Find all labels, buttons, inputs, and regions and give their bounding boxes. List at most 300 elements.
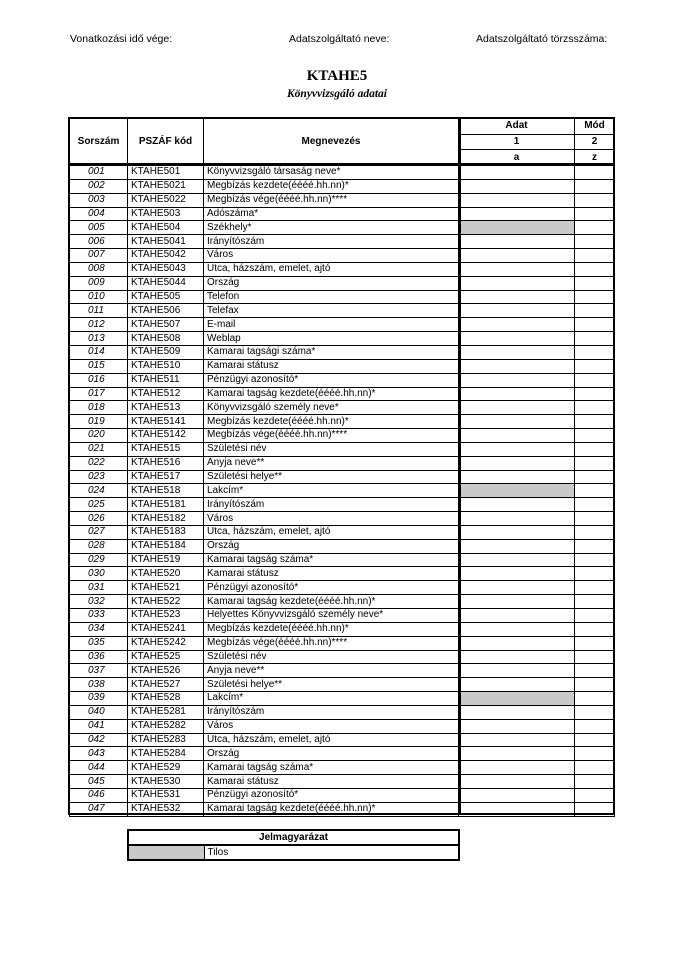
row-mod-cell[interactable]	[575, 761, 615, 775]
row-number: 010	[70, 290, 128, 304]
legend-table	[127, 829, 460, 861]
col-header-pszaf: PSZÁF kód	[128, 119, 204, 166]
row-number: 014	[70, 345, 128, 359]
row-megnevezes: Születési helye**	[204, 470, 459, 484]
row-adat-cell[interactable]	[459, 567, 575, 581]
row-adat-cell[interactable]	[459, 304, 575, 318]
row-megnevezes: Város	[204, 719, 459, 733]
row-pszaf-code: KTAHE520	[128, 567, 204, 581]
row-mod-cell[interactable]	[575, 249, 615, 263]
table-row	[70, 498, 615, 512]
row-mod-cell[interactable]	[575, 747, 615, 761]
row-mod-cell[interactable]	[575, 664, 615, 678]
row-number: 023	[70, 470, 128, 484]
row-adat-cell[interactable]	[459, 429, 575, 443]
row-pszaf-code: KTAHE511	[128, 373, 204, 387]
table-row	[70, 733, 615, 747]
row-adat-cell[interactable]	[459, 470, 575, 484]
row-adat-cell[interactable]	[459, 609, 575, 623]
row-megnevezes: Könyvvizsgáló személy neve*	[204, 401, 459, 415]
table-row	[70, 636, 615, 650]
row-megnevezes: Telefon	[204, 290, 459, 304]
table-row	[70, 539, 615, 553]
row-number: 007	[70, 249, 128, 263]
legend-title: Jelmagyarázat	[128, 830, 459, 845]
row-pszaf-code: KTAHE513	[128, 401, 204, 415]
row-number: 025	[70, 498, 128, 512]
row-mod-cell[interactable]	[575, 678, 615, 692]
row-pszaf-code: KTAHE503	[128, 207, 204, 221]
row-mod-cell[interactable]	[575, 484, 615, 498]
row-adat-cell[interactable]	[459, 498, 575, 512]
row-mod-cell[interactable]	[575, 235, 615, 249]
table-row	[70, 788, 615, 802]
row-megnevezes: E-mail	[204, 318, 459, 332]
row-adat-cell[interactable]	[459, 650, 575, 664]
row-pszaf-code: KTAHE529	[128, 761, 204, 775]
row-mod-cell[interactable]	[575, 719, 615, 733]
row-pszaf-code: KTAHE5141	[128, 415, 204, 429]
table-row	[70, 276, 615, 290]
table-row	[70, 595, 615, 609]
row-adat-cell[interactable]	[459, 262, 575, 276]
row-number: 015	[70, 359, 128, 373]
row-adat-cell[interactable]	[459, 290, 575, 304]
row-adat-cell[interactable]	[459, 553, 575, 567]
table-row	[70, 290, 615, 304]
row-megnevezes: Kamarai tagság kezdete(éééé.hh.nn)*	[204, 595, 459, 609]
row-adat-cell[interactable]	[459, 733, 575, 747]
row-megnevezes: Utca, házszám, emelet, ajtó	[204, 733, 459, 747]
row-adat-cell[interactable]	[459, 692, 575, 706]
row-pszaf-code: KTAHE518	[128, 484, 204, 498]
row-number: 042	[70, 733, 128, 747]
table-row	[70, 332, 615, 346]
row-megnevezes: Lakcím*	[204, 484, 459, 498]
row-mod-cell[interactable]	[575, 636, 615, 650]
row-mod-cell[interactable]	[575, 304, 615, 318]
row-number: 036	[70, 650, 128, 664]
row-mod-cell[interactable]	[575, 318, 615, 332]
row-adat-cell[interactable]	[459, 484, 575, 498]
row-adat-cell[interactable]	[459, 802, 575, 816]
row-mod-cell[interactable]	[575, 456, 615, 470]
row-mod-cell[interactable]	[575, 622, 615, 636]
row-adat-cell[interactable]	[459, 442, 575, 456]
row-megnevezes: Weblap	[204, 332, 459, 346]
row-mod-cell[interactable]	[575, 387, 615, 401]
row-megnevezes: Kamarai tagság kezdete(éééé.hh.nn)*	[204, 802, 459, 816]
row-megnevezes: Város	[204, 512, 459, 526]
row-pszaf-code: KTAHE5181	[128, 498, 204, 512]
row-pszaf-code: KTAHE5184	[128, 539, 204, 553]
row-number: 008	[70, 262, 128, 276]
row-adat-cell[interactable]	[459, 318, 575, 332]
row-adat-cell[interactable]	[459, 539, 575, 553]
row-adat-cell[interactable]	[459, 664, 575, 678]
row-megnevezes: Kamarai státusz	[204, 775, 459, 789]
row-number: 006	[70, 235, 128, 249]
row-adat-cell[interactable]	[459, 207, 575, 221]
row-mod-cell[interactable]	[575, 609, 615, 623]
col-header-sorszam: Sorszám	[70, 119, 128, 166]
table-row	[70, 761, 615, 775]
row-megnevezes: Megbízás vége(éééé.hh.nn)****	[204, 636, 459, 650]
row-mod-cell[interactable]	[575, 567, 615, 581]
row-pszaf-code: KTAHE521	[128, 581, 204, 595]
row-number: 038	[70, 678, 128, 692]
row-mod-cell[interactable]	[575, 429, 615, 443]
row-megnevezes: Könyvvizsgáló társaság neve*	[204, 166, 459, 180]
legend-label-tilos: Tilos	[204, 845, 459, 860]
table-row	[70, 373, 615, 387]
col-num-adat: 1	[459, 134, 575, 150]
row-number: 024	[70, 484, 128, 498]
row-number: 028	[70, 539, 128, 553]
row-mod-cell[interactable]	[575, 733, 615, 747]
row-pszaf-code: KTAHE5242	[128, 636, 204, 650]
row-pszaf-code: KTAHE5041	[128, 235, 204, 249]
row-number: 022	[70, 456, 128, 470]
row-adat-cell[interactable]	[459, 747, 575, 761]
table-row	[70, 207, 615, 221]
row-number: 037	[70, 664, 128, 678]
row-adat-cell[interactable]	[459, 249, 575, 263]
row-number: 039	[70, 692, 128, 706]
row-number: 026	[70, 512, 128, 526]
row-megnevezes: Kamarai státusz	[204, 567, 459, 581]
row-pszaf-code: KTAHE519	[128, 553, 204, 567]
row-adat-cell[interactable]	[459, 359, 575, 373]
col-header-megnevezes: Megnevezés	[204, 119, 459, 166]
row-megnevezes: Pénzügyi azonosító*	[204, 581, 459, 595]
row-megnevezes: Megbízás kezdete(éééé.hh.nn)*	[204, 622, 459, 636]
table-row	[70, 262, 615, 276]
row-megnevezes: Pénzügyi azonosító*	[204, 373, 459, 387]
row-number: 009	[70, 276, 128, 290]
row-megnevezes: Kamarai státusz	[204, 359, 459, 373]
row-megnevezes: Ország	[204, 747, 459, 761]
row-megnevezes: Anyja neve**	[204, 664, 459, 678]
row-megnevezes: Kamarai tagság száma*	[204, 553, 459, 567]
row-mod-cell[interactable]	[575, 193, 615, 207]
table-row	[70, 456, 615, 470]
row-adat-cell[interactable]	[459, 581, 575, 595]
form-title: KTAHE5	[306, 68, 368, 84]
row-megnevezes: Utca, házszám, emelet, ajtó	[204, 525, 459, 539]
row-adat-cell[interactable]	[459, 235, 575, 249]
period-end-label: Vonatkozási idő vége:	[70, 33, 173, 45]
row-number: 033	[70, 609, 128, 623]
row-pszaf-code: KTAHE515	[128, 442, 204, 456]
row-pszaf-code: KTAHE5183	[128, 525, 204, 539]
row-adat-cell[interactable]	[459, 221, 575, 235]
row-pszaf-code: KTAHE5281	[128, 705, 204, 719]
table-row	[70, 650, 615, 664]
col-header-mod: Mód	[575, 119, 615, 135]
row-adat-cell[interactable]	[459, 512, 575, 526]
row-megnevezes: Lakcím*	[204, 692, 459, 706]
row-mod-cell[interactable]	[575, 581, 615, 595]
table-row	[70, 484, 615, 498]
row-number: 043	[70, 747, 128, 761]
table-row	[70, 567, 615, 581]
table-row	[70, 401, 615, 415]
row-adat-cell[interactable]	[459, 401, 575, 415]
row-mod-cell[interactable]	[575, 775, 615, 789]
row-mod-cell[interactable]	[575, 221, 615, 235]
row-pszaf-code: KTAHE5282	[128, 719, 204, 733]
row-mod-cell[interactable]	[575, 650, 615, 664]
row-pszaf-code: KTAHE506	[128, 304, 204, 318]
row-pszaf-code: KTAHE5044	[128, 276, 204, 290]
table-row	[70, 664, 615, 678]
row-megnevezes: Város	[204, 249, 459, 263]
table-row	[70, 719, 615, 733]
row-mod-cell[interactable]	[575, 179, 615, 193]
row-mod-cell[interactable]	[575, 262, 615, 276]
row-mod-cell[interactable]	[575, 595, 615, 609]
row-pszaf-code: KTAHE5021	[128, 179, 204, 193]
row-pszaf-code: KTAHE509	[128, 345, 204, 359]
row-adat-cell[interactable]	[459, 179, 575, 193]
table-row	[70, 609, 615, 623]
row-number: 017	[70, 387, 128, 401]
table-row	[70, 802, 615, 816]
table-row	[70, 318, 615, 332]
row-pszaf-code: KTAHE5182	[128, 512, 204, 526]
row-mod-cell[interactable]	[575, 512, 615, 526]
row-megnevezes: Kamarai tagság kezdete(éééé.hh.nn)*	[204, 387, 459, 401]
row-megnevezes: Utca, házszám, emelet, ajtó	[204, 262, 459, 276]
row-pszaf-code: KTAHE507	[128, 318, 204, 332]
row-adat-cell[interactable]	[459, 622, 575, 636]
row-number: 013	[70, 332, 128, 346]
row-mod-cell[interactable]	[575, 802, 615, 816]
row-adat-cell[interactable]	[459, 387, 575, 401]
row-adat-cell[interactable]	[459, 525, 575, 539]
table-row	[70, 470, 615, 484]
row-pszaf-code: KTAHE5142	[128, 429, 204, 443]
row-number: 027	[70, 525, 128, 539]
table-row	[70, 553, 615, 567]
table-row	[70, 512, 615, 526]
row-mod-cell[interactable]	[575, 401, 615, 415]
row-number: 018	[70, 401, 128, 415]
row-pszaf-code: KTAHE517	[128, 470, 204, 484]
row-number: 003	[70, 193, 128, 207]
row-megnevezes: Telefax	[204, 304, 459, 318]
row-number: 019	[70, 415, 128, 429]
col-letter-mod: z	[575, 150, 615, 166]
table-row	[70, 221, 615, 235]
row-pszaf-code: KTAHE501	[128, 166, 204, 180]
row-megnevezes: Székhely*	[204, 221, 459, 235]
form-subtitle: Könyvvizsgáló adatai	[287, 88, 387, 100]
row-pszaf-code: KTAHE523	[128, 609, 204, 623]
row-mod-cell[interactable]	[575, 332, 615, 346]
row-pszaf-code: KTAHE5241	[128, 622, 204, 636]
table-row	[70, 442, 615, 456]
table-row	[70, 678, 615, 692]
row-megnevezes: Irányítószám	[204, 498, 459, 512]
row-adat-cell[interactable]	[459, 719, 575, 733]
row-megnevezes: Helyettes Könyvvizsgáló személy neve*	[204, 609, 459, 623]
table-row	[70, 581, 615, 595]
row-adat-cell[interactable]	[459, 345, 575, 359]
row-pszaf-code: KTAHE5042	[128, 249, 204, 263]
table-row	[70, 747, 615, 761]
row-adat-cell[interactable]	[459, 761, 575, 775]
row-pszaf-code: KTAHE530	[128, 775, 204, 789]
row-adat-cell[interactable]	[459, 276, 575, 290]
row-adat-cell[interactable]	[459, 456, 575, 470]
row-pszaf-code: KTAHE508	[128, 332, 204, 346]
row-number: 011	[70, 304, 128, 318]
row-megnevezes: Irányítószám	[204, 705, 459, 719]
row-mod-cell[interactable]	[575, 539, 615, 553]
table-row	[70, 692, 615, 706]
row-megnevezes: Megbízás vége(éééé.hh.nn)****	[204, 193, 459, 207]
table-row	[70, 525, 615, 539]
row-megnevezes: Kamarai tagság száma*	[204, 761, 459, 775]
table-row	[70, 166, 615, 180]
table-row	[70, 705, 615, 719]
row-mod-cell[interactable]	[575, 276, 615, 290]
table-row	[70, 622, 615, 636]
row-mod-cell[interactable]	[575, 415, 615, 429]
row-number: 040	[70, 705, 128, 719]
row-pszaf-code: KTAHE526	[128, 664, 204, 678]
row-pszaf-code: KTAHE527	[128, 678, 204, 692]
row-mod-cell[interactable]	[575, 692, 615, 706]
row-adat-cell[interactable]	[459, 193, 575, 207]
row-adat-cell[interactable]	[459, 775, 575, 789]
row-pszaf-code: KTAHE525	[128, 650, 204, 664]
row-mod-cell[interactable]	[575, 442, 615, 456]
row-number: 035	[70, 636, 128, 650]
row-megnevezes: Anyja neve**	[204, 456, 459, 470]
row-megnevezes: Pénzügyi azonosító*	[204, 788, 459, 802]
row-megnevezes: Ország	[204, 276, 459, 290]
row-mod-cell[interactable]	[575, 345, 615, 359]
row-megnevezes: Kamarai tagsági száma*	[204, 345, 459, 359]
row-megnevezes: Megbízás kezdete(éééé.hh.nn)*	[204, 415, 459, 429]
row-adat-cell[interactable]	[459, 705, 575, 719]
row-megnevezes: Megbízás vége(éééé.hh.nn)****	[204, 429, 459, 443]
row-adat-cell[interactable]	[459, 166, 575, 180]
row-number: 005	[70, 221, 128, 235]
row-megnevezes: Születési helye**	[204, 678, 459, 692]
row-adat-cell[interactable]	[459, 636, 575, 650]
table-row	[70, 775, 615, 789]
row-pszaf-code: KTAHE516	[128, 456, 204, 470]
row-number: 041	[70, 719, 128, 733]
row-number: 031	[70, 581, 128, 595]
table-row	[70, 249, 615, 263]
row-megnevezes: Irányítószám	[204, 235, 459, 249]
row-number: 002	[70, 179, 128, 193]
provider-id-label: Adatszolgáltató törzsszáma:	[476, 33, 608, 45]
row-number: 016	[70, 373, 128, 387]
row-mod-cell[interactable]	[575, 359, 615, 373]
row-pszaf-code: KTAHE505	[128, 290, 204, 304]
row-adat-cell[interactable]	[459, 678, 575, 692]
table-row	[70, 193, 615, 207]
row-megnevezes: Adószáma*	[204, 207, 459, 221]
row-megnevezes: Ország	[204, 539, 459, 553]
row-number: 030	[70, 567, 128, 581]
row-mod-cell[interactable]	[575, 207, 615, 221]
row-pszaf-code: KTAHE531	[128, 788, 204, 802]
table-row	[70, 235, 615, 249]
row-pszaf-code: KTAHE5043	[128, 262, 204, 276]
table-row	[70, 415, 615, 429]
row-pszaf-code: KTAHE5022	[128, 193, 204, 207]
row-pszaf-code: KTAHE528	[128, 692, 204, 706]
row-pszaf-code: KTAHE532	[128, 802, 204, 816]
row-number: 032	[70, 595, 128, 609]
row-megnevezes: Megbízás kezdete(éééé.hh.nn)*	[204, 179, 459, 193]
col-header-adat: Adat	[459, 119, 575, 135]
row-pszaf-code: KTAHE510	[128, 359, 204, 373]
row-number: 029	[70, 553, 128, 567]
row-adat-cell[interactable]	[459, 373, 575, 387]
row-pszaf-code: KTAHE512	[128, 387, 204, 401]
row-mod-cell[interactable]	[575, 525, 615, 539]
row-number: 044	[70, 761, 128, 775]
row-adat-cell[interactable]	[459, 332, 575, 346]
row-number: 034	[70, 622, 128, 636]
col-letter-adat: a	[459, 150, 575, 166]
table-row	[70, 387, 615, 401]
provider-name-label: Adatszolgáltató neve:	[289, 33, 390, 45]
col-num-mod: 2	[575, 134, 615, 150]
row-mod-cell[interactable]	[575, 705, 615, 719]
table-row	[70, 304, 615, 318]
row-adat-cell[interactable]	[459, 415, 575, 429]
row-number: 045	[70, 775, 128, 789]
row-mod-cell[interactable]	[575, 166, 615, 180]
table-row	[70, 429, 615, 443]
row-mod-cell[interactable]	[575, 373, 615, 387]
row-pszaf-code: KTAHE5283	[128, 733, 204, 747]
row-megnevezes: Születési név	[204, 442, 459, 456]
row-number: 020	[70, 429, 128, 443]
legend-swatch-tilos	[128, 845, 204, 860]
row-mod-cell[interactable]	[575, 498, 615, 512]
row-number: 046	[70, 788, 128, 802]
row-pszaf-code: KTAHE504	[128, 221, 204, 235]
table-row	[70, 359, 615, 373]
row-megnevezes: Születési név	[204, 650, 459, 664]
row-adat-cell[interactable]	[459, 788, 575, 802]
table-row	[70, 345, 615, 359]
row-mod-cell[interactable]	[575, 290, 615, 304]
row-mod-cell[interactable]	[575, 470, 615, 484]
row-number: 047	[70, 802, 128, 816]
row-number: 021	[70, 442, 128, 456]
row-adat-cell[interactable]	[459, 595, 575, 609]
row-pszaf-code: KTAHE522	[128, 595, 204, 609]
row-mod-cell[interactable]	[575, 553, 615, 567]
table-row	[70, 179, 615, 193]
row-number: 012	[70, 318, 128, 332]
row-mod-cell[interactable]	[575, 788, 615, 802]
row-number: 004	[70, 207, 128, 221]
row-pszaf-code: KTAHE5284	[128, 747, 204, 761]
row-number: 001	[70, 166, 128, 180]
